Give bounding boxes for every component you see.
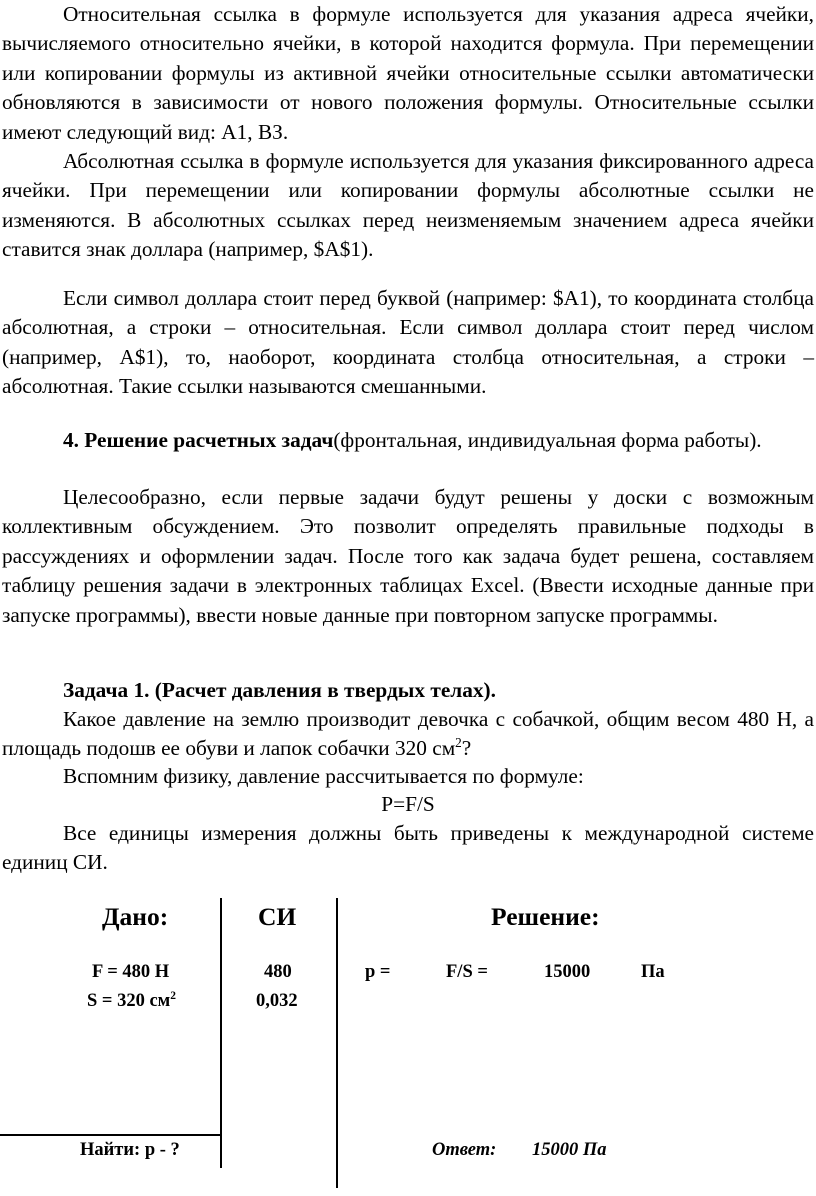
solution-table xyxy=(0,890,816,1190)
si-divider xyxy=(336,898,338,1188)
solution-value: 15000 xyxy=(544,962,591,982)
find-divider xyxy=(0,1134,222,1136)
paragraph-relative-reference: Относительная ссылка в формуле используется для указания адреса ячейки, вычисляемого относительно ячейки, в которой находится формула. При перемещении или копировании формулы из активной ячейки относительные ссылки автоматически обновляются в зависимости от нового положения формулы. Относительные ссылки имеют следующий вид: А1, ВЗ. xyxy=(2,2,814,144)
paragraph-mixed-reference: Если символ доллара стоит перед буквой (например: $А1), то координата столбца абсолютная, а строки – относительная. Если символ доллара стоит перед числом (например, А$1), то, наоборот, координата столбца относительная, а строки – абсолютная. Такие ссылки называются смешанными. xyxy=(2,286,814,399)
find-label: Найти: p - ? xyxy=(80,1140,180,1160)
given-area xyxy=(87,991,176,1012)
solution-header: Решение: xyxy=(491,902,600,931)
given-area-text: S = 320 см xyxy=(87,991,171,1011)
si-area: 0,032 xyxy=(256,991,298,1011)
paragraph-physics-recall: Вспомним физику, давление рассчитывается по формуле: xyxy=(63,764,584,788)
solution-p: p = xyxy=(365,962,391,982)
si-header: СИ xyxy=(258,902,297,931)
given-area-sup: 2 xyxy=(170,989,177,1002)
paragraph-absolute-reference: Абсолютная ссылка в формуле используется для указания фиксированного адреса ячейки. При перемещении или копировании формулы абсолютные ссылки не изменяются. В абсолютных ссылках перед неизменяемым значением адреса ячейки ставится знак доллара (например, $А$1). xyxy=(2,149,814,262)
task-1-question xyxy=(2,705,814,764)
si-force: 480 xyxy=(264,962,292,982)
given-divider xyxy=(220,898,222,1168)
solution-fs: F/S = xyxy=(446,962,488,982)
answer-label: Ответ: xyxy=(432,1140,497,1160)
solution-unit: Па xyxy=(641,962,665,982)
section-heading-bold: 4. Решение расчетных задач xyxy=(63,428,334,452)
section-heading-4 xyxy=(2,426,762,455)
given-force: F = 480 Н xyxy=(92,962,170,982)
task-1-question-sup: 2 xyxy=(455,735,462,751)
pressure-formula: P=F/S xyxy=(381,792,435,816)
task-1-question-end: ? xyxy=(461,736,472,761)
task-1-heading: Задача 1. (Расчет давления в твердых телах). xyxy=(63,678,496,702)
given-header: Дано: xyxy=(102,902,169,931)
answer-value: 15000 Па xyxy=(532,1140,607,1160)
paragraph-expediency: Целесообразно, если первые задачи будут решены у доски с возможным коллективным обсуждением. Это позволит определять правильные подходы в рассуждениях и оформлении задач. После того как задача будет решена, составляем таблицу решения задачи в электронных таблицах Excel. (Ввести исходные данные при запуске программы), ввести новые данные при повторном запуске программы. xyxy=(2,485,814,627)
section-heading-rest: (фронтальная, индивидуальная форма работы). xyxy=(333,428,762,452)
task-1-question-text: Какое давление на землю производит девочка с собачкой, общим весом 480 Н, а площадь подошв ее обуви и лапок собачки 320 см xyxy=(2,707,814,761)
paragraph-si-units: Все единицы измерения должны быть приведены к международной системе единиц СИ. xyxy=(2,821,814,875)
